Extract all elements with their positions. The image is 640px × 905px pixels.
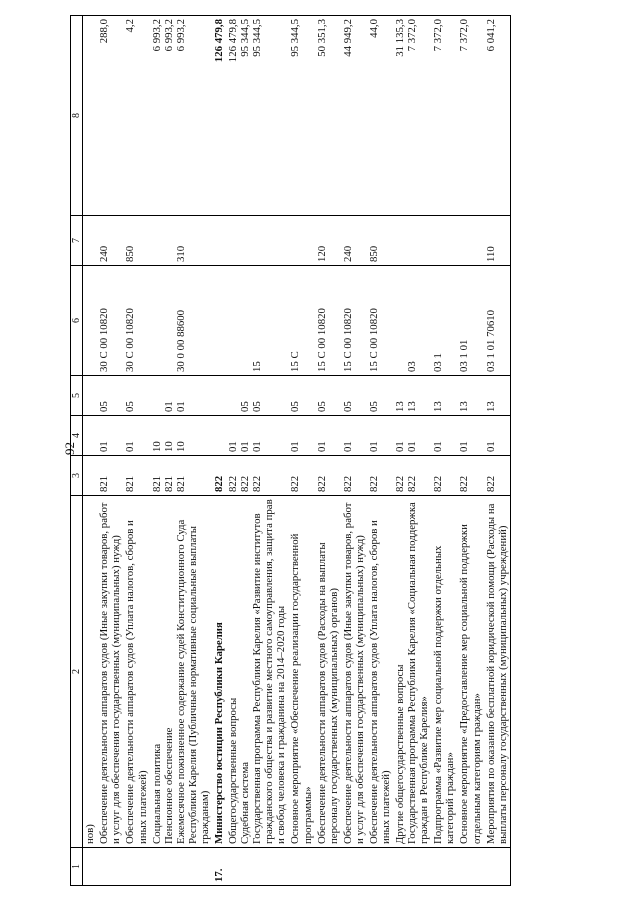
amount: 44,0 [367,16,393,216]
subsection-code: 13 [457,376,483,416]
section-code: 01 [484,416,511,456]
subsection-code: 05 [123,376,149,416]
target-item-code: 30 С 00 10820 [123,266,149,376]
expense-type-code [457,216,483,266]
table-row [123,16,149,886]
row-name: Социальная политика Пенсионное обеспечение Ежемесячное пожизненное содержание судей Конституционного Суда Республики Карелия (Публичные нормативные социальные выплаты гражданам) [150,496,212,848]
ministry-code: 822 [367,456,393,496]
table-row [150,16,212,886]
section-code: 01 [97,416,123,456]
row-number [150,848,212,886]
table-header-row [71,16,83,886]
section-code [83,416,98,456]
section-code: 01 01 01 [226,416,288,456]
expense-type-code: 240 [341,216,367,266]
amount: 50 351,3 [315,16,341,216]
expense-type-code [288,216,314,266]
row-number [431,848,457,886]
row-name: Обеспечение деятельности аппаратов судов (Иные закупки товаров, работ и услуг для обеспечения государственных (муниципальных) нужд) [341,496,367,848]
ministry-code [83,456,98,496]
col-header: 2 [71,496,83,848]
ministry-code: 822 822 [393,456,431,496]
table-row [367,16,393,886]
col-header: 7 [71,216,83,266]
section-code: 10 10 10 [150,416,212,456]
table-row [484,16,511,886]
subsection-code: 13 [431,376,457,416]
table-row [83,16,98,886]
table-row [341,16,367,886]
section-code: 01 [288,416,314,456]
subsection-code: 01 01 [150,376,212,416]
expense-type-code: 240 [97,216,123,266]
section-code: 01 [315,416,341,456]
ministry-code: 821 [123,456,149,496]
target-item-code: 03 1 [431,266,457,376]
row-number [123,848,149,886]
subsection-code: 05 [288,376,314,416]
table-body [83,16,511,886]
ministry-code: 822 [341,456,367,496]
row-number [484,848,511,886]
row-number [288,848,314,886]
amount: 6 993,2 6 993,2 6 993,2 [150,16,212,216]
section-code: 01 [367,416,393,456]
col-header: 3 [71,456,83,496]
target-item-code: 15 С 00 10820 [367,266,393,376]
ministry-code: 822 [431,456,457,496]
col-header: 6 [71,266,83,376]
row-name: Обеспечение деятельности аппаратов судов (Уплата налогов, сборов и иных платежей) [123,496,149,848]
subsection-code: 13 [484,376,511,416]
amount: 7 372,0 [457,16,483,216]
row-number [97,848,123,886]
col-header: 8 [71,16,83,216]
table-row [315,16,341,886]
amount: 7 372,0 [431,16,457,216]
ministry-code: 822 [484,456,511,496]
subsection-code [212,376,226,416]
amount: 44 949,2 [341,16,367,216]
table-row [393,16,431,886]
amount: 126 479,8 [212,16,226,216]
row-number: 17. [212,848,226,886]
target-item-code: 30 С 00 10820 [97,266,123,376]
subsection-code [83,376,98,416]
row-name: Министерство юстиции Республики Карелия [212,496,226,848]
expense-type-code: 120 [315,216,341,266]
section-code: 01 [431,416,457,456]
ministry-code: 821 [97,456,123,496]
table-row [226,16,288,886]
expense-type-code: 850 [367,216,393,266]
row-number [367,848,393,886]
expense-type-code [212,216,226,266]
section-code: 01 [341,416,367,456]
row-number [341,848,367,886]
table-row [212,16,226,886]
expense-type-code [431,216,457,266]
target-item-code: 03 1 01 [457,266,483,376]
table-row [431,16,457,886]
target-item-code: 03 [393,266,431,376]
expense-type-code: 310 [150,216,212,266]
section-code: 01 [457,416,483,456]
row-name: Обеспечение деятельности аппаратов судов (Уплата налогов, сборов и иных платежей) [367,496,393,848]
row-name: Другие общегосударственные вопросы Государственная программа Республики Карелия «Социальная поддержка граждан в Республике Карелия» [393,496,431,848]
subsection-code: 05 [315,376,341,416]
row-number [393,848,431,886]
target-item-code: 30 0 00 88600 [150,266,212,376]
row-name: Обеспечение деятельности аппаратов судов (Расходы на выплаты персоналу государственных (муниципальных) органов) [315,496,341,848]
amount [83,16,98,216]
row-name: Общегосударственные вопросы Судебная система Государственная программа Республики Карелия «Развитие институтов гражданского общества и развитие местного самоуправления, защита прав и свобод человека и гражданина на 2014–2020 годы [226,496,288,848]
row-number [226,848,288,886]
budget-table-page [70,16,630,886]
amount: 6 041,2 [484,16,511,216]
page-number: 92 [62,442,77,455]
subsection-code: 05 [367,376,393,416]
row-name: Основное мероприятие «Обеспечение реализации государственной программы» [288,496,314,848]
row-number [315,848,341,886]
expense-type-code: 110 [484,216,511,266]
target-item-code: 15 С [288,266,314,376]
section-code: 01 [123,416,149,456]
target-item-code: 15 С 00 10820 [315,266,341,376]
subsection-code: 05 [341,376,367,416]
row-name: Основное мероприятие «Предоставление мер социальной поддержки отдельным категориям граждан» [457,496,483,848]
ministry-code: 822 [288,456,314,496]
section-code: 01 01 [393,416,431,456]
row-number [83,848,98,886]
row-name: нов) [83,496,98,848]
amount: 31 135,3 7 372,0 [393,16,431,216]
target-item-code: 15 [226,266,288,376]
row-number [457,848,483,886]
expense-type-code: 850 [123,216,149,266]
table-row [288,16,314,886]
ministry-code: 821 821 821 [150,456,212,496]
amount: 4,2 [123,16,149,216]
col-header: 5 [71,376,83,416]
target-item-code [83,266,98,376]
amount: 126 479,8 95 344,5 95 344,5 [226,16,288,216]
subsection-code: 13 13 [393,376,431,416]
row-name: Подпрограмма «Развитие мер социальной поддержки отдельных категорий граждан» [431,496,457,848]
section-code [212,416,226,456]
ministry-code: 822 822 822 [226,456,288,496]
target-item-code: 15 С 00 10820 [341,266,367,376]
ministry-code: 822 [457,456,483,496]
expense-type-code [83,216,98,266]
row-name: Мероприятия по оказанию бесплатной юридической помощи (Расходы на выплаты персоналу государственных (муниципальных) учреждений) [484,496,511,848]
expense-type-code [393,216,431,266]
target-item-code: 03 1 01 70610 [484,266,511,376]
ministry-code: 822 [212,456,226,496]
amount: 288,0 [97,16,123,216]
expense-type-code [226,216,288,266]
budget-table [70,15,511,886]
target-item-code [212,266,226,376]
table-row [97,16,123,886]
subsection-code: 05 [97,376,123,416]
table-row [457,16,483,886]
ministry-code: 822 [315,456,341,496]
col-header: 1 [71,848,83,886]
col-header: 4 [71,416,83,456]
subsection-code: 05 05 [226,376,288,416]
amount: 95 344,5 [288,16,314,216]
row-name: Обеспечение деятельности аппаратов судов (Иные закупки товаров, работ и услуг для обеспечения государственных (муниципальных) нужд) [97,496,123,848]
